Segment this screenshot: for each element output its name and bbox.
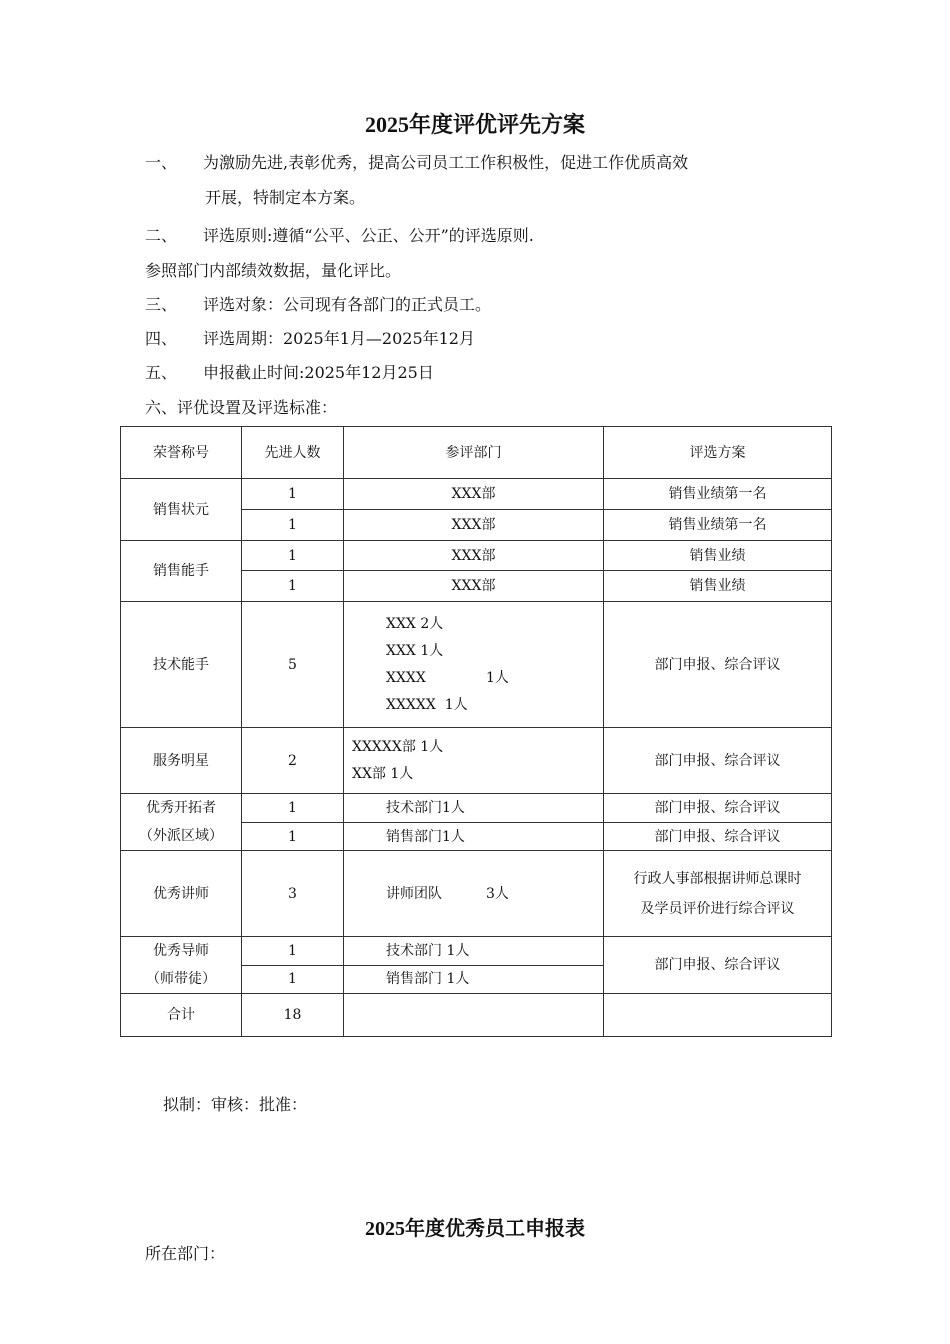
total-label-cell: 合计 — [121, 994, 242, 1037]
section-number: 五、 — [145, 363, 178, 382]
dept-list-cell — [344, 602, 604, 728]
award-title-cell: 服务明星 — [121, 728, 242, 794]
section-text: 评选对象：公司现有各部门的正式员工。 — [203, 295, 492, 314]
award-title-cell — [121, 794, 242, 851]
count-cell: 1 — [242, 823, 344, 851]
plan-cell: 销售业绩第一名 — [604, 510, 832, 541]
dept-count: 1人 — [486, 669, 509, 686]
dept-cell — [344, 851, 604, 937]
plan-cell: 销售业绩 — [604, 541, 832, 571]
award-title-line: 优秀导师 — [153, 943, 209, 959]
count-cell: 1 — [242, 571, 344, 602]
section-number: 四、 — [145, 329, 178, 348]
table-row — [121, 602, 832, 728]
dept-line: XXXXX部 1人 — [352, 738, 444, 755]
plan-line: 及学员评价进行综合评议 — [640, 900, 795, 917]
award-table — [120, 426, 832, 1037]
dept-cell: XXX部 — [344, 571, 604, 602]
section-text: 六、评优设置及评选标准： — [145, 398, 338, 417]
table-row — [121, 794, 832, 823]
signature-line: 拟制：审核：批准： — [163, 1095, 308, 1114]
dept-cell: XXX部 — [344, 510, 604, 541]
section-5 — [145, 360, 434, 383]
plan-cell — [604, 851, 832, 937]
section-2-line-2 — [145, 258, 401, 281]
section-3 — [145, 292, 491, 315]
section-text: 参照部门内部绩效数据，量化评比。 — [145, 261, 402, 280]
table-row — [121, 479, 832, 510]
award-title-line: 优秀开拓者 — [146, 800, 216, 816]
award-title-cell: 销售状元 — [121, 479, 242, 541]
section-number: 一、 — [145, 153, 178, 172]
count-cell: 1 — [242, 541, 344, 571]
section-text: 评选原则:遵循“公平、公正、公开”的评选原则. — [203, 226, 534, 245]
plan-cell: 部门申报、综合评议 — [604, 728, 832, 794]
count-cell: 1 — [242, 965, 344, 994]
table-total-row — [121, 994, 832, 1037]
dept-cell: 销售部门1人 — [344, 823, 604, 851]
plan-cell: 部门申报、综合评议 — [604, 794, 832, 823]
section-number: 二、 — [145, 226, 178, 245]
count-cell: 3 — [242, 851, 344, 937]
section-text: 申报截止时间:2025年12月25日 — [203, 363, 434, 382]
count-cell: 1 — [242, 479, 344, 510]
dept-cell: 技术部门1人 — [344, 794, 604, 823]
award-title-cell: 技术能手 — [121, 602, 242, 728]
empty-cell — [604, 994, 832, 1037]
dept-name: XXXX — [386, 669, 426, 686]
dept-name: 讲师团队 — [386, 885, 442, 902]
section-1-line-1 — [145, 150, 688, 173]
header-cell: 先进人数 — [242, 427, 344, 479]
header-cell: 参评部门 — [344, 427, 604, 479]
plan-cell: 部门申报、综合评议 — [604, 823, 832, 851]
dept-line: XX部 1人 — [352, 765, 414, 782]
section-1-line-2 — [205, 185, 365, 208]
section-6 — [145, 395, 337, 418]
award-title-cell: 优秀讲师 — [121, 851, 242, 937]
plan-cell: 部门申报、综合评议 — [604, 937, 832, 994]
count-cell: 1 — [242, 794, 344, 823]
award-title-line: （外派区域） — [139, 828, 223, 844]
count-cell: 1 — [242, 510, 344, 541]
dept-cell: 技术部门 1人 — [344, 937, 604, 966]
form-title: 2025年度优秀员工申报表 — [365, 1218, 585, 1240]
count-cell: 2 — [242, 728, 344, 794]
section-4 — [145, 326, 475, 349]
header-cell: 荣誉称号 — [121, 427, 242, 479]
count-cell: 5 — [242, 602, 344, 728]
document-title: 2025年度评优评先方案 — [364, 112, 585, 137]
dept-cell: 销售部门 1人 — [344, 965, 604, 994]
header-cell: 评选方案 — [604, 427, 832, 479]
count-cell: 1 — [242, 937, 344, 966]
section-text: 为激励先进,表彰优秀，提高公司员工工作积极性，促进工作优质高效 — [203, 153, 689, 172]
dept-line: XXX 1人 — [386, 642, 444, 659]
table-row — [121, 851, 832, 937]
table-header-row — [121, 427, 832, 479]
plan-line: 行政人事部根据讲师总课时 — [633, 870, 802, 887]
table-row — [121, 728, 832, 794]
section-number: 三、 — [145, 295, 178, 314]
section-2-line-1 — [145, 223, 534, 246]
section-text: 评选周期：2025年1月—2025年12月 — [203, 329, 475, 348]
award-title-cell — [121, 937, 242, 994]
dept-list-cell — [344, 728, 604, 794]
plan-cell: 销售业绩 — [604, 571, 832, 602]
total-count-cell: 18 — [242, 994, 344, 1037]
dept-cell: XXX部 — [344, 541, 604, 571]
plan-cell: 部门申报、综合评议 — [604, 602, 832, 728]
department-label: 所在部门： — [145, 1244, 226, 1263]
dept-line: XXXXX 1人 — [386, 696, 468, 713]
plan-cell: 销售业绩第一名 — [604, 479, 832, 510]
award-title-cell: 销售能手 — [121, 541, 242, 602]
dept-line — [386, 665, 603, 692]
table-row — [121, 541, 832, 571]
table-row — [121, 937, 832, 966]
section-text: 开展，特制定本方案。 — [205, 188, 366, 207]
award-title-line: （师带徒） — [146, 971, 216, 987]
empty-cell — [344, 994, 604, 1037]
dept-cell: XXX部 — [344, 479, 604, 510]
dept-line: XXX 2人 — [386, 615, 444, 632]
dept-count: 3人 — [486, 885, 509, 902]
